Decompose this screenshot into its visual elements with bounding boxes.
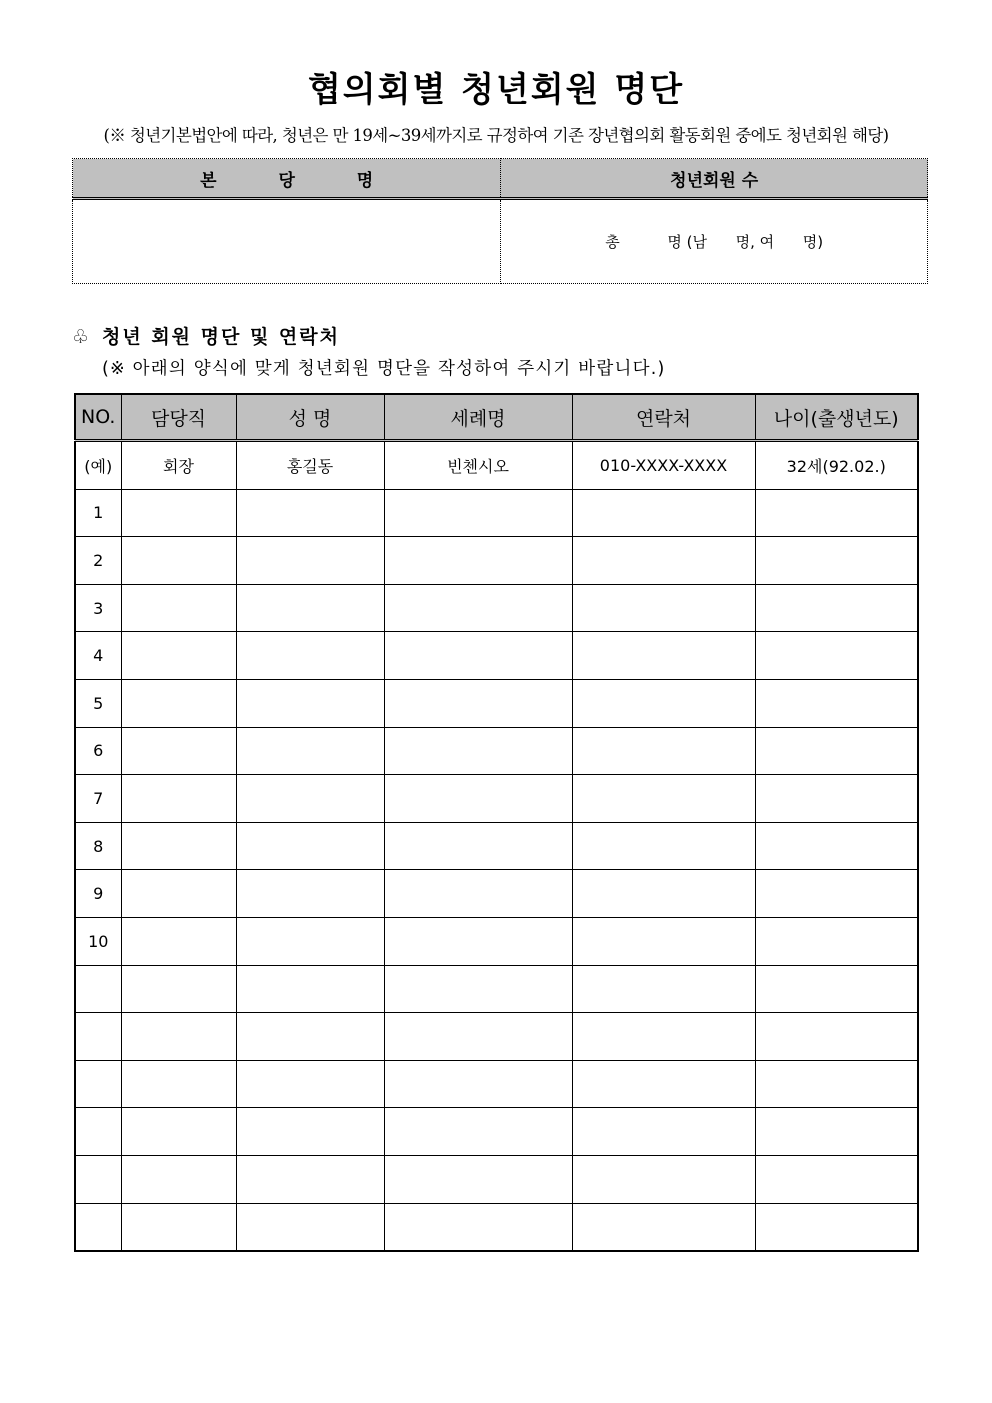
cell-contact[interactable]	[572, 1155, 755, 1203]
cell-age[interactable]	[755, 1108, 918, 1156]
parish-info-table	[72, 158, 928, 284]
cell-position[interactable]	[121, 584, 236, 632]
cell-no	[75, 1108, 121, 1156]
section-heading-text: 청년 회원 명단 및 연락처	[102, 326, 340, 348]
cell-age[interactable]	[755, 1060, 918, 1108]
cell-contact[interactable]	[572, 679, 755, 727]
cell-name[interactable]	[236, 1155, 384, 1203]
cell-position[interactable]	[121, 1155, 236, 1203]
cell-name[interactable]	[236, 965, 384, 1013]
table-row	[75, 822, 918, 870]
cell-contact[interactable]	[572, 1013, 755, 1061]
cell-no: 1	[75, 489, 121, 537]
header-position: 담당직	[121, 394, 236, 441]
table-row	[75, 917, 918, 965]
example-cell-baptismal-name: 빈첸시오	[384, 441, 572, 490]
cell-name[interactable]	[236, 822, 384, 870]
cell-contact[interactable]	[572, 1203, 755, 1251]
cell-age[interactable]	[755, 775, 918, 823]
cell-name[interactable]	[236, 679, 384, 727]
header-contact: 연락처	[572, 394, 755, 441]
cell-no	[75, 1060, 121, 1108]
cell-age[interactable]	[755, 632, 918, 680]
cell-no	[75, 1155, 121, 1203]
cell-no: 5	[75, 679, 121, 727]
cell-name[interactable]	[236, 489, 384, 537]
cell-age[interactable]	[755, 537, 918, 585]
cell-position[interactable]	[121, 632, 236, 680]
table-row	[75, 727, 918, 775]
cell-baptismal-name[interactable]	[384, 489, 572, 537]
table-row	[75, 1203, 918, 1251]
cell-position[interactable]	[121, 727, 236, 775]
cell-contact[interactable]	[572, 870, 755, 918]
cell-contact[interactable]	[572, 917, 755, 965]
cell-age[interactable]	[755, 917, 918, 965]
cell-name[interactable]	[236, 775, 384, 823]
roster-header-row	[75, 394, 918, 441]
table-row	[75, 632, 918, 680]
cell-name[interactable]	[236, 1203, 384, 1251]
example-cell-age: 32세(92.02.)	[755, 441, 918, 490]
cell-no: 2	[75, 537, 121, 585]
cell-age[interactable]	[755, 965, 918, 1013]
table-row	[75, 537, 918, 585]
header-no: NO.	[75, 394, 121, 441]
cell-position[interactable]	[121, 917, 236, 965]
roster-body	[75, 441, 918, 1252]
cell-contact[interactable]	[572, 1060, 755, 1108]
cell-baptismal-name[interactable]	[384, 584, 572, 632]
youth-count-header: 청년회원 수	[501, 159, 928, 199]
cell-no: 6	[75, 727, 121, 775]
cell-age[interactable]	[755, 1203, 918, 1251]
cell-baptismal-name[interactable]	[384, 1203, 572, 1251]
page-title: 협의회별 청년회원 명단	[307, 70, 685, 110]
cell-age[interactable]	[755, 489, 918, 537]
cell-contact[interactable]	[572, 1108, 755, 1156]
cell-no: 10	[75, 917, 121, 965]
cell-name[interactable]	[236, 727, 384, 775]
cell-baptismal-name[interactable]	[384, 679, 572, 727]
cell-baptismal-name[interactable]	[384, 870, 572, 918]
example-cell-no: (예)	[75, 441, 121, 490]
section-heading	[72, 322, 340, 349]
table-row	[75, 1060, 918, 1108]
table-row	[75, 775, 918, 823]
cell-baptismal-name[interactable]	[384, 1155, 572, 1203]
cell-contact[interactable]	[572, 632, 755, 680]
cell-position[interactable]	[121, 775, 236, 823]
cell-baptismal-name[interactable]	[384, 727, 572, 775]
header-baptismal-name: 세례명	[384, 394, 572, 441]
cell-name[interactable]	[236, 632, 384, 680]
cell-position[interactable]	[121, 1108, 236, 1156]
cell-position[interactable]	[121, 537, 236, 585]
table-row	[75, 489, 918, 537]
cell-baptismal-name[interactable]	[384, 537, 572, 585]
header-age: 나이(출생년도)	[755, 394, 918, 441]
table-row	[75, 679, 918, 727]
cell-contact[interactable]	[572, 727, 755, 775]
section-subnote: (※ 아래의 양식에 맞게 청년회원 명단을 작성하여 주시기 바랍니다.)	[102, 359, 666, 379]
cell-age[interactable]	[755, 727, 918, 775]
cell-name[interactable]	[236, 584, 384, 632]
cell-position[interactable]	[121, 1013, 236, 1061]
cell-baptismal-name[interactable]	[384, 822, 572, 870]
cell-age[interactable]	[755, 1155, 918, 1203]
cell-name[interactable]	[236, 1013, 384, 1061]
cell-contact[interactable]	[572, 489, 755, 537]
cell-position[interactable]	[121, 870, 236, 918]
cell-no	[75, 965, 121, 1013]
parish-name-header: 본 당 명	[73, 159, 501, 199]
table-row	[75, 1013, 918, 1061]
table-row	[75, 965, 918, 1013]
cell-position[interactable]	[121, 679, 236, 727]
youth-count-field[interactable]	[501, 199, 928, 284]
table-row	[75, 870, 918, 918]
roster-table	[74, 393, 919, 1252]
cell-name[interactable]	[236, 1108, 384, 1156]
cell-no: 8	[75, 822, 121, 870]
cell-contact[interactable]	[572, 822, 755, 870]
cell-baptismal-name[interactable]	[384, 775, 572, 823]
cell-position[interactable]	[121, 965, 236, 1013]
cell-baptismal-name[interactable]	[384, 1060, 572, 1108]
cell-no: 4	[75, 632, 121, 680]
table-row	[75, 584, 918, 632]
cell-no: 7	[75, 775, 121, 823]
cell-no: 9	[75, 870, 121, 918]
cell-name[interactable]	[236, 917, 384, 965]
cell-baptismal-name[interactable]	[384, 1108, 572, 1156]
cell-age[interactable]	[755, 1013, 918, 1061]
cell-name[interactable]	[236, 870, 384, 918]
cell-baptismal-name[interactable]	[384, 965, 572, 1013]
cell-baptismal-name[interactable]	[384, 1013, 572, 1061]
clover-icon: ♧	[72, 326, 92, 348]
cell-age[interactable]	[755, 584, 918, 632]
parish-name-field[interactable]	[73, 199, 501, 284]
cell-no	[75, 1013, 121, 1061]
cell-contact[interactable]	[572, 775, 755, 823]
example-cell-contact: 010-XXXX-XXXX	[572, 441, 755, 490]
example-row	[75, 441, 918, 490]
cell-position[interactable]	[121, 822, 236, 870]
cell-age[interactable]	[755, 870, 918, 918]
cell-no: 3	[75, 584, 121, 632]
youth-count-text: 총 명 (남 명, 여 명)	[605, 233, 824, 251]
cell-contact[interactable]	[572, 584, 755, 632]
cell-contact[interactable]	[572, 537, 755, 585]
cell-position[interactable]	[121, 1203, 236, 1251]
cell-baptismal-name[interactable]	[384, 632, 572, 680]
table-row	[75, 1155, 918, 1203]
example-cell-name: 홍길동	[236, 441, 384, 490]
header-name: 성 명	[236, 394, 384, 441]
cell-name[interactable]	[236, 1060, 384, 1108]
cell-name[interactable]	[236, 537, 384, 585]
legal-note: (※ 청년기본법안에 따라, 청년은 만 19세~39세까지로 규정하여 기존 장년협의회 활동회원 중에도 청년회원 해당)	[103, 126, 889, 145]
cell-position[interactable]	[121, 489, 236, 537]
cell-age[interactable]	[755, 679, 918, 727]
cell-no	[75, 1203, 121, 1251]
cell-baptismal-name[interactable]	[384, 917, 572, 965]
example-cell-position: 회장	[121, 441, 236, 490]
table-row	[75, 1108, 918, 1156]
cell-age[interactable]	[755, 822, 918, 870]
cell-contact[interactable]	[572, 965, 755, 1013]
cell-position[interactable]	[121, 1060, 236, 1108]
